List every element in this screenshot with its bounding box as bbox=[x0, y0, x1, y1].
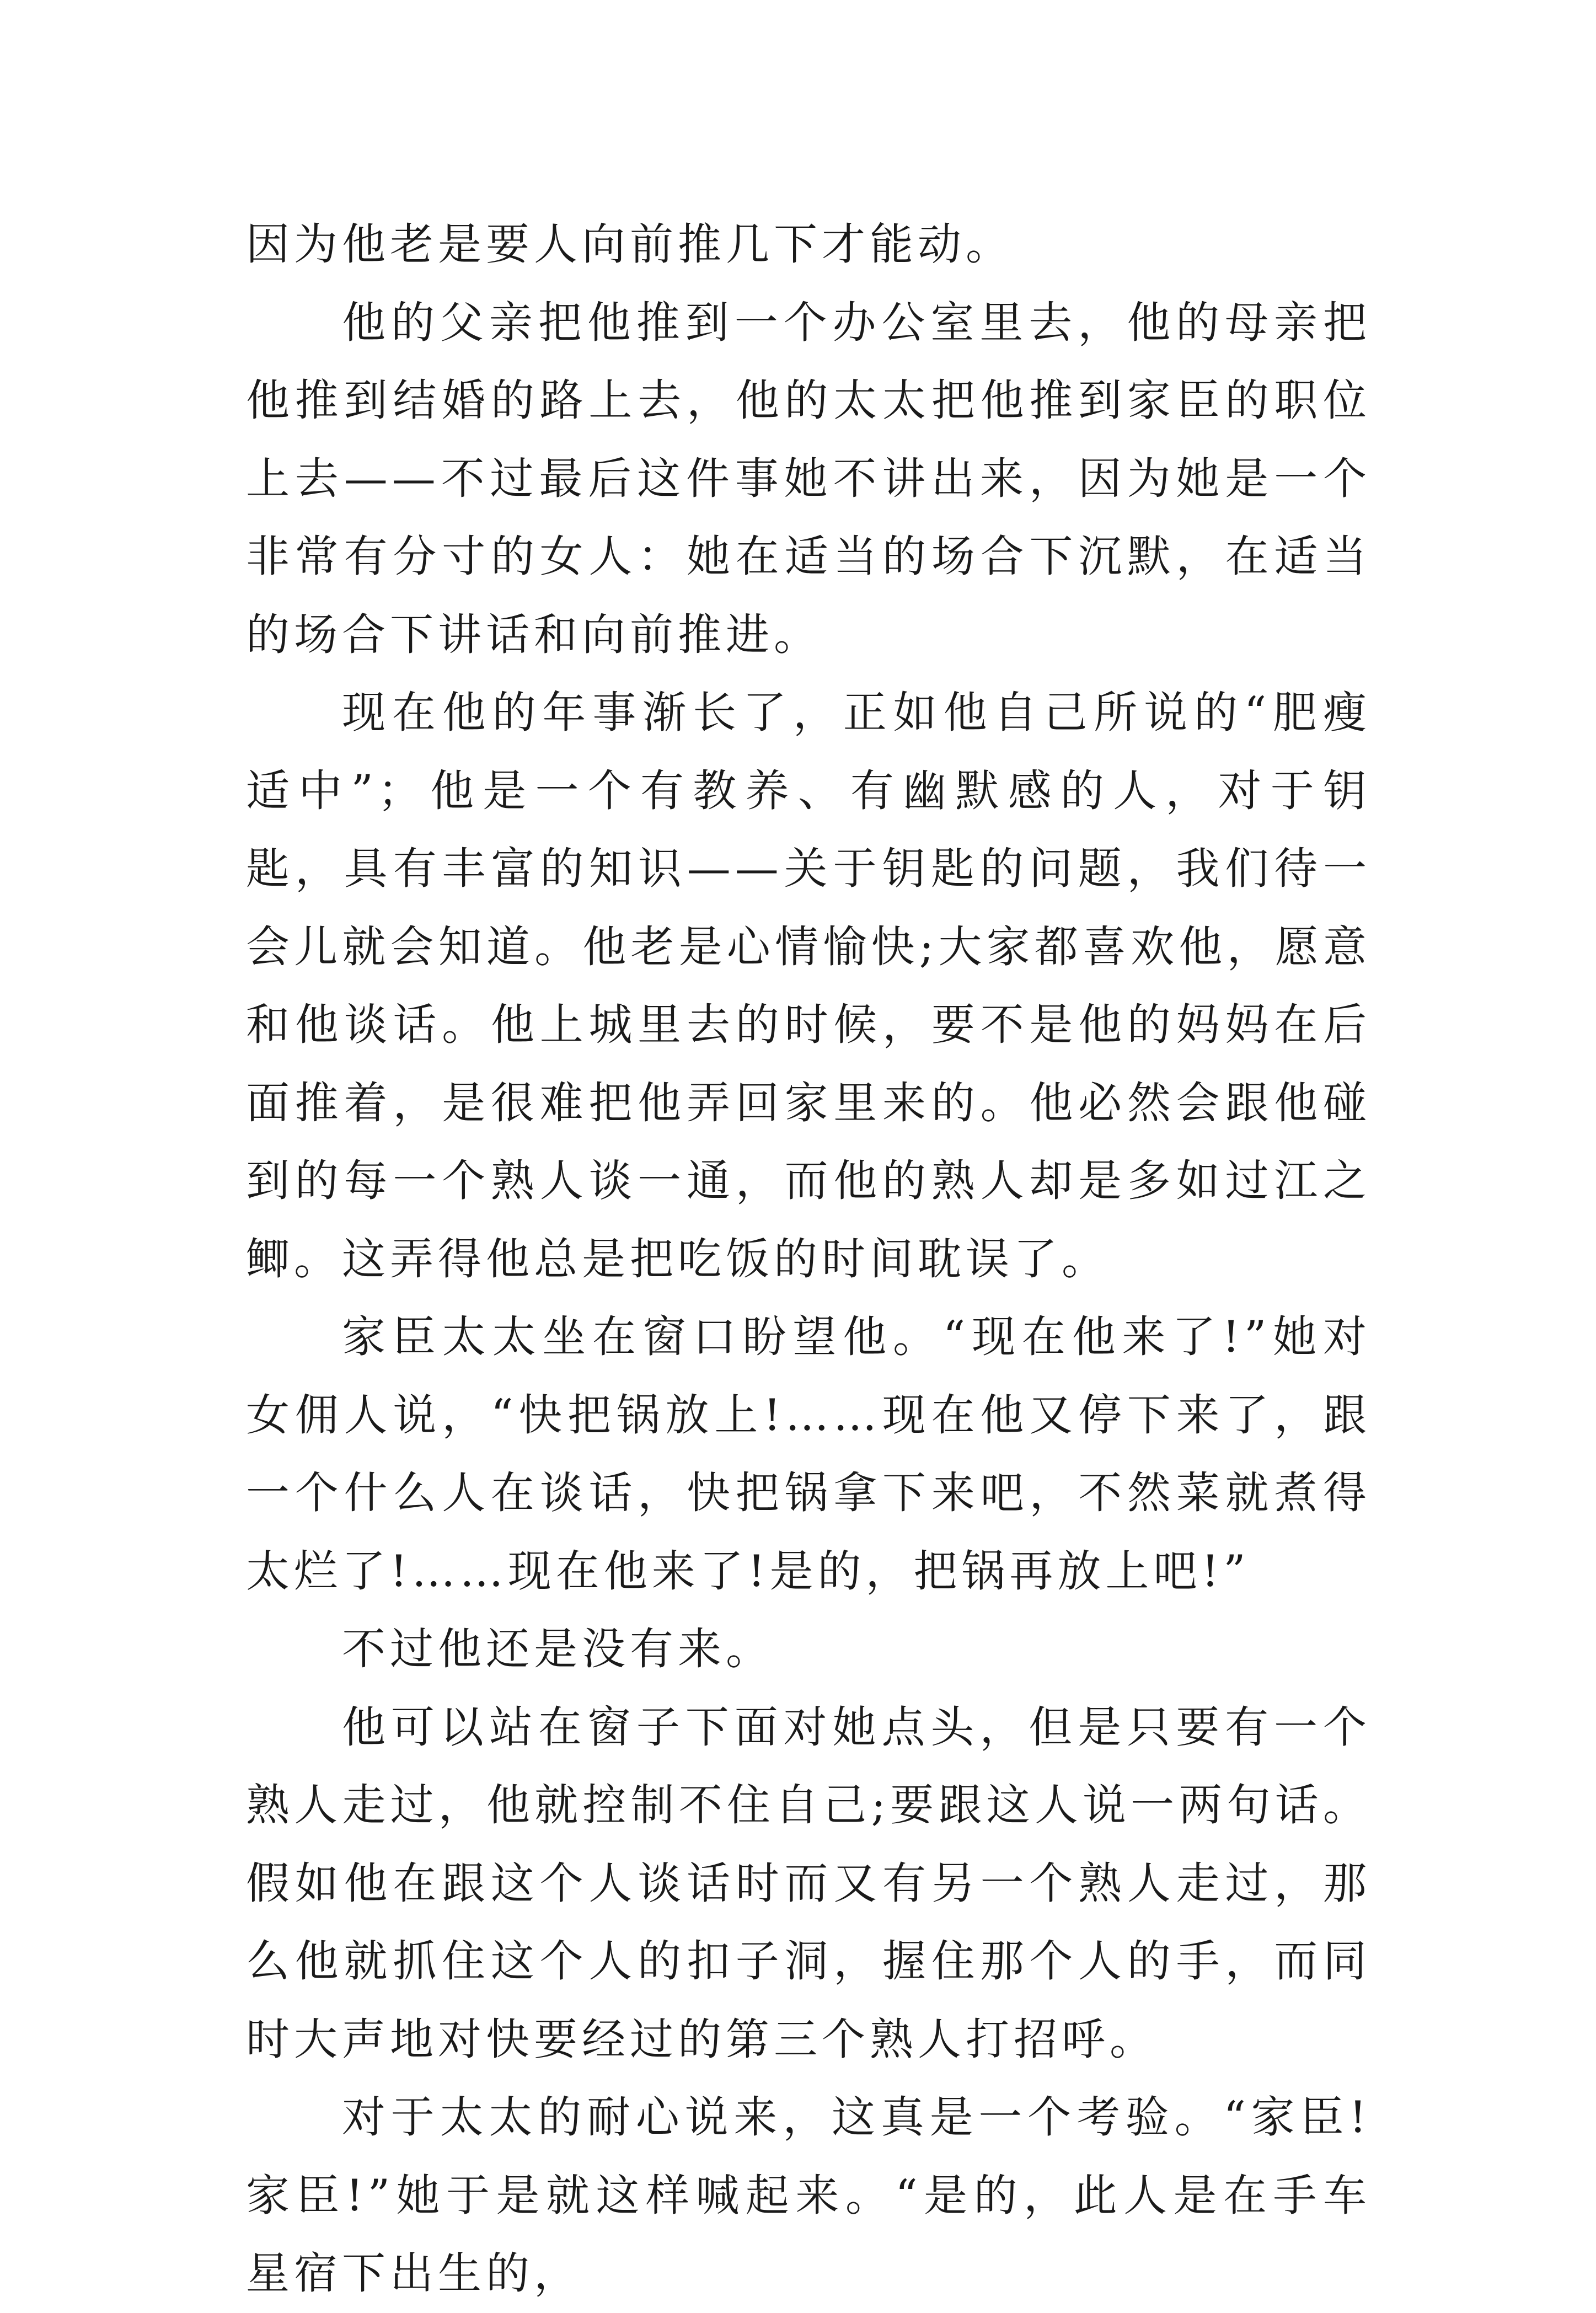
paragraph-3: 现在他的年事渐长了，正如他自己所说的“肥瘦适中”；他是一个有教养、有幽默感的人，对于钥匙，具有丰富的知识——关于钥匙的问题，我们待一会儿就会知道。他老是心情愉快;大家都喜欢他，愿意和他谈话。他上城里去的时候，要不是他的妈妈在后面推着，是很难把他弄回家里来的。他必然会跟他碰到的每一个熟人谈一通，而他的熟人却是多如过江之鲫。这弄得他总是把吃饭的时间耽误了。 bbox=[246, 687, 1371, 1284]
paragraph-4: 家臣太太坐在窗口盼望他。“现在他来了!”她对女佣人说，“快把锅放上!……现在他又停下来了，跟一个什么人在谈话，快把锅拿下来吧，不然菜就煮得太烂了!……现在他来了!是的，把锅再放上吧!” bbox=[246, 1311, 1371, 1597]
paragraph-5: 不过他还是没有来。 bbox=[342, 1624, 774, 1674]
paragraph-1: 因为他老是要人向前推几下才能动。 bbox=[246, 219, 1014, 270]
paragraph-2: 他的父亲把他推到一个办公室里去，他的母亲把他推到结婚的路上去，他的太太把他推到家臣的职位上去——不过最后这件事她不讲出来，因为她是一个非常有分寸的女人：她在适当的场合下沉默，在适当的场合下讲话和向前推进。 bbox=[246, 297, 1371, 660]
paragraph-7: 对于太太的耐心说来，这真是一个考验。“家臣!家臣!”她于是就这样喊起来。“是的，此人是在手车星宿下出生的， bbox=[246, 2092, 1371, 2299]
paragraph-6: 他可以站在窗子下面对她点头，但是只要有一个熟人走过，他就控制不住自己;要跟这人说一两句话。假如他在跟这个人谈话时而又有另一个熟人走过，那么他就抓住这个人的扣子洞，握住那个人的手，而同时大声地对快要经过的第三个熟人打招呼。 bbox=[246, 1701, 1371, 2065]
body-text bbox=[246, 206, 1371, 2313]
